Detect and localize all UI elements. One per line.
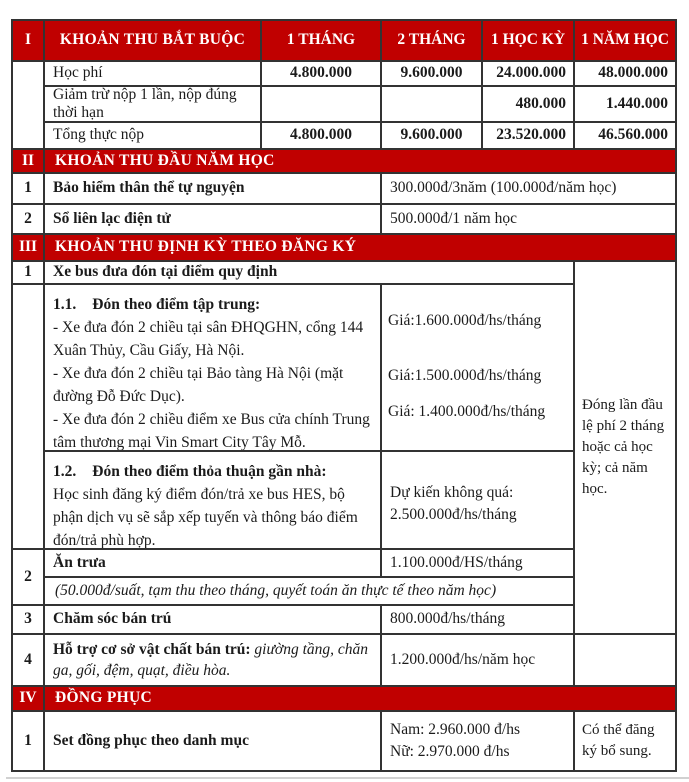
total-semester: 23.520.000	[483, 123, 575, 150]
bus-row-number: 1	[13, 262, 45, 285]
contactbook-row-number: 2	[13, 205, 45, 235]
row-total-label: Tổng thực nộp	[45, 123, 262, 150]
facility-label-text	[53, 639, 374, 681]
discount-2-month-empty	[382, 87, 483, 123]
discount-year: 1.440.000	[575, 87, 677, 123]
bus-option1-price-3: Giá: 1.400.000đ/hs/tháng	[388, 403, 546, 420]
section1-title: KHOẢN THU BẮT BUỘC	[45, 21, 262, 62]
uniform-note: Có thể đăng ký bổ sung.	[575, 712, 677, 772]
page-bottom-scan-shadow	[6, 777, 689, 779]
row-discount-label: Giảm trừ nộp 1 lần, nộp đúng thời hạn	[45, 87, 262, 123]
bus-option2-cell	[45, 452, 382, 550]
care-row-number: 3	[13, 606, 45, 635]
lunch-note: (50.000đ/suất, tạm thu theo tháng, quyết toán ăn thực tế theo năm học)	[45, 578, 575, 606]
insurance-row-number: 1	[13, 174, 45, 205]
bus-option1-heading: Đón theo điểm tập trung:	[92, 296, 261, 313]
bus-option1-item-1: - Xe đưa đón 2 chiều tại sân ĐHQGHN, cổng 144 Xuân Thủy, Cầu Giấy, Hà Nội.	[53, 319, 364, 359]
section3-numeral: III	[13, 235, 45, 262]
uniform-price-female: Nữ: 2.970.000 đ/hs	[390, 743, 510, 760]
facility-label-bold: Hỗ trợ cơ sở vật chất bán trú:	[53, 641, 251, 658]
uniform-price-male: Nam: 2.960.000 đ/hs	[390, 721, 521, 738]
total-1-month: 4.800.000	[262, 123, 382, 150]
facility-label-italic: giường tầng, chăn ga, gối, đệm, quạt, điều hòa.	[53, 641, 368, 679]
care-label: Chăm sóc bán trú	[45, 606, 382, 635]
section2-title: KHOẢN THU ĐẦU NĂM HỌC	[45, 150, 677, 174]
contactbook-label: Sổ liên lạc điện tử	[45, 205, 382, 235]
facility-price: 1.200.000đ/hs/năm học	[382, 635, 575, 687]
section2-numeral: II	[13, 150, 45, 174]
bus-option2-price-cell	[382, 452, 575, 550]
lunch-label: Ăn trưa	[45, 550, 382, 578]
section1-number-column-empty	[13, 62, 45, 150]
bus-option2-heading: Đón theo điểm thỏa thuận gần nhà:	[92, 463, 327, 480]
col-header-1-hoc-ky: 1 HỌC KỲ	[483, 21, 575, 62]
bus-title: Xe bus đưa đón tại điểm quy định	[45, 262, 575, 285]
bus-option1-heading-line	[53, 293, 374, 316]
bus-number-column-empty	[13, 285, 45, 550]
bus-option2-body: Học sinh đăng ký điểm đón/trả xe bus HES, bộ phận dịch vụ sẽ sắp xếp tuyến và thông báo điểm đón/trả phù hợp.	[53, 486, 358, 549]
tuition-2-month: 9.600.000	[382, 62, 483, 87]
section4-title: ĐỒNG PHỤC	[45, 687, 677, 712]
tuition-semester: 24.000.000	[483, 62, 575, 87]
fee-table	[11, 19, 677, 772]
bus-option2-number: 1.2.	[53, 463, 77, 480]
lunch-row-number: 2	[13, 550, 45, 606]
bus-option1-price-1: Giá:1.600.000đ/hs/tháng	[388, 312, 542, 329]
bus-payment-note: Đóng lần đầu lệ phí 2 tháng hoặc cả học kỳ; cả năm học.	[575, 262, 677, 635]
section3-title: KHOẢN THU ĐỊNH KỲ THEO ĐĂNG KÝ	[45, 235, 677, 262]
tuition-1-month: 4.800.000	[262, 62, 382, 87]
facility-row-number: 4	[13, 635, 45, 687]
care-price: 800.000đ/hs/tháng	[382, 606, 575, 635]
bus-option2-price-label: Dự kiến không quá:	[390, 484, 514, 501]
facility-label	[45, 635, 382, 687]
section4-numeral: IV	[13, 687, 45, 712]
section1-numeral: I	[13, 21, 45, 62]
row-tuition-label: Học phí	[45, 62, 262, 87]
col-header-1-thang: 1 THÁNG	[262, 21, 382, 62]
bus-option1-number: 1.1.	[53, 296, 77, 313]
total-year: 46.560.000	[575, 123, 677, 150]
bus-option2-heading-line	[53, 460, 374, 483]
lunch-price: 1.100.000đ/HS/tháng	[382, 550, 575, 578]
bus-option2-price-value: 2.500.000đ/hs/tháng	[390, 506, 517, 523]
tuition-year: 48.000.000	[575, 62, 677, 87]
bus-option1-item-2: - Xe đưa đón 2 chiều tại Bảo tàng Hà Nội (mặt đường Đỗ Đức Dục).	[53, 365, 344, 405]
discount-1-month-empty	[262, 87, 382, 123]
uniform-label: Set đồng phục theo danh mục	[45, 712, 382, 772]
insurance-value: 300.000đ/3năm (100.000đ/năm học)	[382, 174, 677, 205]
bus-option1-price-cell	[382, 285, 575, 452]
col-header-1-nam-hoc: 1 NĂM HỌC	[575, 21, 677, 62]
bus-option1-price-2: Giá:1.500.000đ/hs/tháng	[388, 367, 542, 384]
discount-semester: 480.000	[483, 87, 575, 123]
bus-option1-cell	[45, 285, 382, 452]
facility-note-empty	[575, 635, 677, 687]
bus-option1-item-3: - Xe đưa đón 2 chiều điểm xe Bus cửa chính Trung tâm thương mại Vin Smart City Tây Mỗ.	[53, 411, 370, 451]
insurance-label: Bảo hiểm thân thể tự nguyện	[45, 174, 382, 205]
col-header-2-thang: 2 THÁNG	[382, 21, 483, 62]
contactbook-value: 500.000đ/1 năm học	[382, 205, 677, 235]
uniform-price-cell	[382, 712, 575, 772]
uniform-row-number: 1	[13, 712, 45, 772]
total-2-month: 9.600.000	[382, 123, 483, 150]
